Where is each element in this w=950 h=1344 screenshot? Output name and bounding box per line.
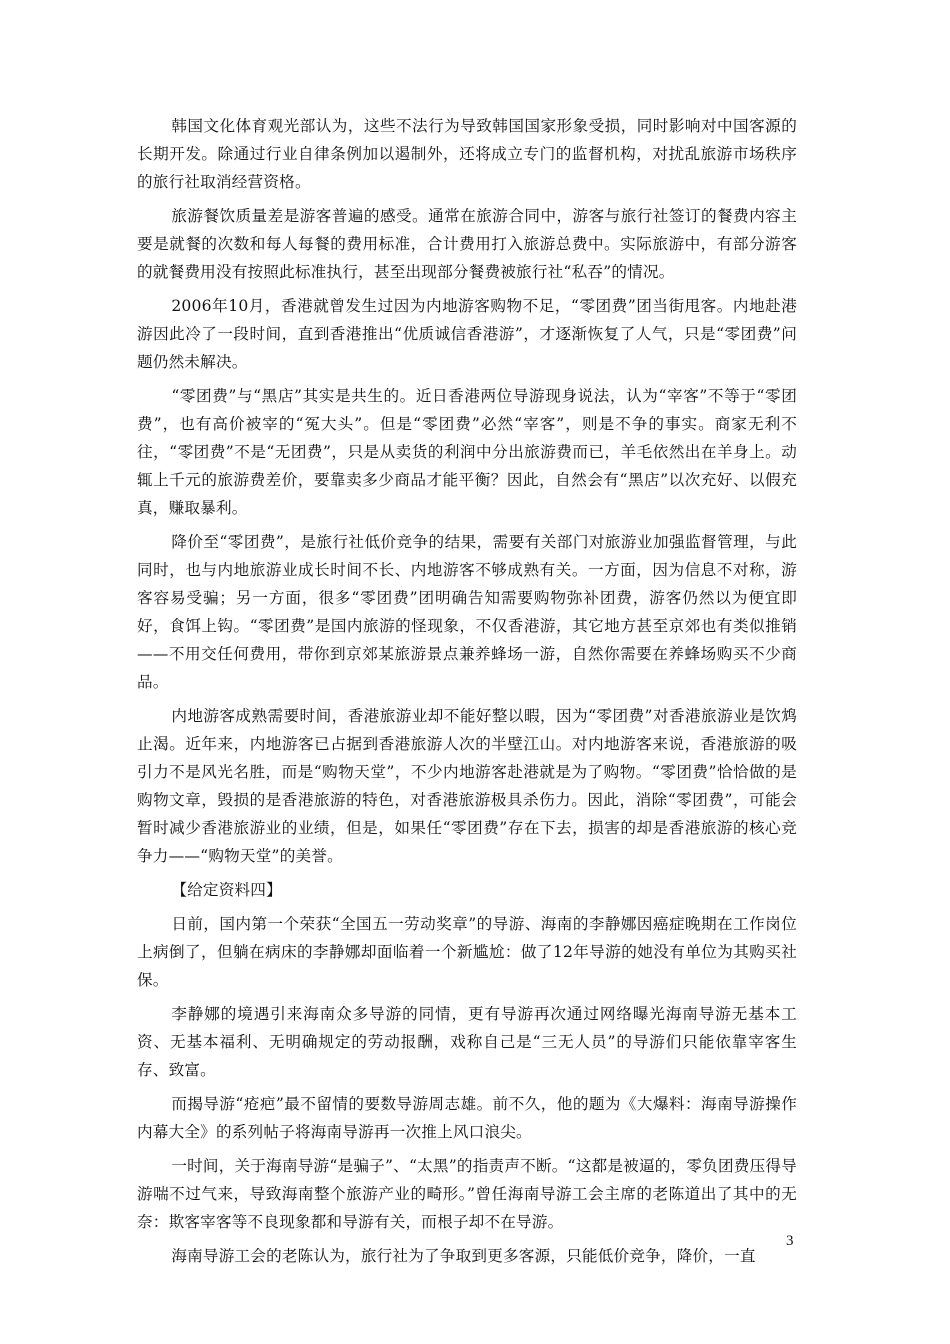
- paragraph: 2006年10月，香港就曾发生过因为内地游客购物不足，“零团费”团当街甩客。内地赴港游因此冷了一段时间，直到香港推出“优质诚信香港游”，才逐渐恢复了人气，只是“零团费”问题仍然未解决。: [137, 297, 797, 371]
- document-body: [137, 112, 797, 1276]
- page-number: 3: [786, 1233, 794, 1249]
- paragraph: 李静娜的境遇引来海南众多导游的同情，更有导游再次通过网络曝光海南导游无基本工资、无基本福利、无明确规定的劳动报酬，戏称自己是“三无人员”的导游们只能依靠宰客生存、致富。: [137, 1005, 797, 1079]
- paragraph: 而揭导游“疮疤”最不留情的要数导游周志雄。前不久，他的题为《大爆料：海南导游操作内幕大全》的系列帖子将海南导游再一次推上风口浪尖。: [137, 1095, 797, 1141]
- paragraph: 内地游客成熟需要时间，香港旅游业却不能好整以暇，因为“零团费”对香港旅游业是饮鸩止渴。近年来，内地游客已占据到香港旅游人次的半壁江山。对内地游客来说，香港旅游的吸引力不是风光名胜，而是“购物天堂”，不少内地游客赴港就是为了购物。“零团费”恰恰做的是购物文章，毁损的是香港旅游的特色，对香港旅游极具杀伤力。因此，消除“零团费”，可能会暂时减少香港旅游业的业绩，但是，如果任“零团费”存在下去，损害的却是香港旅游的核心竞争力——“购物天堂”的美誉。: [137, 707, 797, 865]
- paragraph: 旅游餐饮质量差是游客普遍的感受。通常在旅游合同中，游客与旅行社签订的餐费内容主要是就餐的次数和每人每餐的费用标准，合计费用打入旅游总费中。实际旅游中，有部分游客的就餐费用没有按照此标准执行，甚至出现部分餐费被旅行社“私吞”的情况。: [137, 207, 797, 281]
- paragraph: 日前，国内第一个荣获“全国五一劳动奖章”的导游、海南的李静娜因癌症晚期在工作岗位上病倒了，但躺在病床的李静娜却面临着一个新尴尬：做了12年导游的她没有单位为其购买社保。: [137, 915, 797, 989]
- paragraph: 一时间，关于海南导游“是骗子”、“太黑”的指责声不断。“这都是被逼的，零负团费压得导游喘不过气来，导致海南整个旅游产业的畸形。”曾任海南导游工会主席的老陈道出了其中的无奈：欺客宰客等不良现象都和导游有关，而根子却不在导游。: [137, 1157, 797, 1231]
- paragraph: “零团费”与“黑店”其实是共生的。近日香港两位导游现身说法，认为“宰客”不等于“零团费”，也有高价被宰的“冤大头”。但是“零团费”必然“宰客”，则是不争的事实。商家无利不往，“零团费”不是“无团费”，只是从卖货的利润中分出旅游费而已，羊毛依然出在羊身上。动辄上千元的旅游费差价，要靠卖多少商品才能平衡？因此，自然会有“黑店”以次充好、以假充真，赚取暴利。: [137, 387, 797, 517]
- paragraph: 韩国文化体育观光部认为，这些不法行为导致韩国国家形象受损，同时影响对中国客源的长期开发。除通过行业自律条例加以遏制外，还将成立专门的监督机构，对扰乱旅游市场秩序的旅行社取消经营资格。: [137, 117, 797, 191]
- paragraph: 海南导游工会的老陈认为，旅行社为了争取到更多客源，只能低价竞争，降价，一直: [171, 1247, 756, 1265]
- section-heading: 【给定资料四】: [171, 881, 282, 899]
- paragraph: 降价至“零团费”，是旅行社低价竞争的结果，需要有关部门对旅游业加强监督管理，与此同时，也与内地旅游业成长时间不长、内地游客不够成熟有关。一方面，因为信息不对称，游客容易受骗；另一方面，很多“零团费”团明确告知需要购物弥补团费，游客仍然以为便宜即好，食饵上钩。“零团费”是国内旅游的怪现象，不仅香港游，其它地方甚至京郊也有类似推销——不用交任何费用，带你到京郊某旅游景点兼养蜂场一游，自然你需要在养蜂场购买不少商品。: [137, 533, 797, 691]
